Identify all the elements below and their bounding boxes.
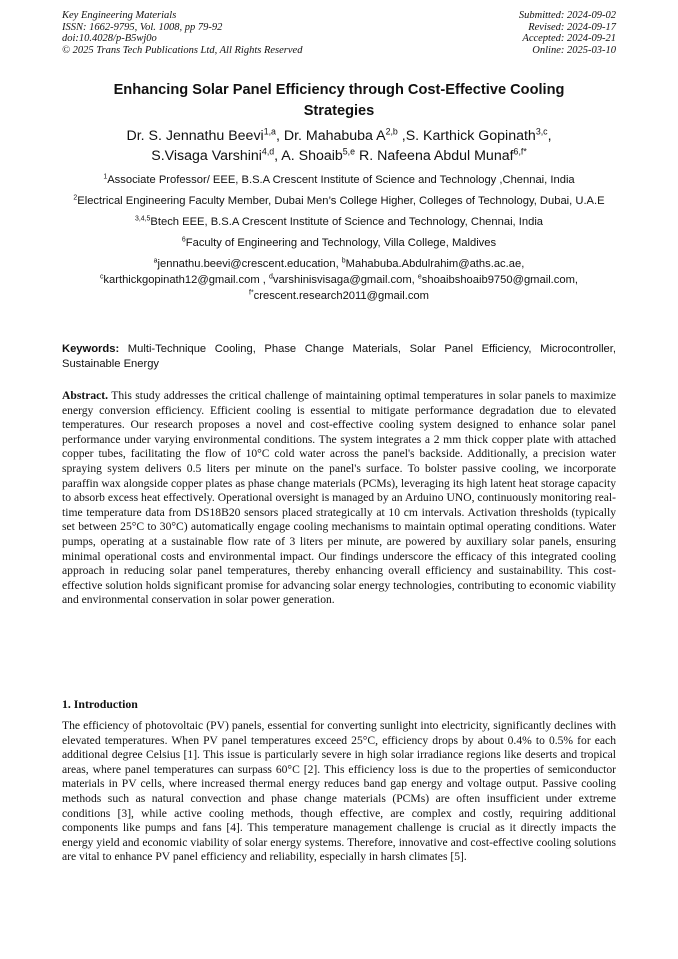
author-superscript: 5,e (342, 146, 356, 157)
author-list (40, 126, 638, 166)
issn: ISSN: 1662-9795, Vol. 1008, pp 79-92 (62, 21, 223, 33)
affiliation (62, 236, 616, 250)
affiliation-superscript: 2 (73, 194, 78, 202)
journal-info (62, 10, 302, 56)
journal-name: Key Engineering Materials (62, 10, 177, 21)
email-link[interactable]: shoaibshoaib9750@gmail.com, (421, 274, 579, 286)
author-name: S.Visaga Varshini (151, 148, 262, 164)
email-link[interactable]: jennathu.beevi@crescent.education, (157, 258, 342, 270)
email-line (62, 257, 616, 271)
doi: doi:10.4028/p-B5wj0o (62, 33, 157, 44)
author-superscript: 2,b (385, 126, 398, 137)
email-link[interactable]: crescent.research2011@gmail.com (253, 290, 429, 302)
keywords-label: Keywords: (62, 343, 120, 355)
author-line-1 (40, 126, 638, 146)
email-link[interactable]: karthickgopinath12@gmail.com , (103, 274, 269, 286)
author-superscript: 1,a (263, 126, 276, 137)
affiliation-text: Faculty of Engineering and Technology, Villa College, Maldives (185, 237, 497, 249)
section-heading: 1. Introduction (62, 697, 138, 711)
email-superscript: e (417, 273, 422, 281)
title-line-1: Enhancing Solar Panel Efficiency through Cost-Effective Cooling (113, 82, 565, 98)
affiliation-text: Btech EEE, B.S.A Crescent Institute of Science and Technology, Chennai, India (150, 216, 544, 228)
author-name: Dr. S. Jennathu Beevi (126, 128, 264, 144)
email-line (62, 289, 616, 303)
email-superscript: f* (249, 289, 254, 297)
affiliation (62, 173, 616, 187)
abstract (62, 389, 616, 608)
affiliation (62, 194, 616, 208)
author-superscript: 3,c (535, 126, 548, 137)
author-superscript: 6,f* (513, 146, 527, 157)
email-superscript: c (99, 273, 104, 281)
author-superscript: 4,d (261, 146, 275, 157)
affiliation-superscript: 6 (181, 236, 186, 244)
keywords (62, 342, 616, 371)
email-superscript: b (341, 257, 346, 265)
affiliation (62, 215, 616, 229)
author-separator: , (547, 128, 552, 144)
author-name: R. Nafeena Abdul Munaf (355, 148, 514, 164)
paper-title (62, 80, 616, 122)
submitted-date: Submitted: 2024-09-02 (518, 10, 616, 21)
affiliation-text: Electrical Engineering Faculty Member, Dubai Men’s College Higher, Colleges of Technology, Dubai, U.A.E (77, 195, 605, 207)
email-superscript: d (269, 273, 273, 281)
abstract-label: Abstract. (62, 389, 109, 402)
affiliation-superscript: 1 (103, 173, 108, 181)
affiliations (62, 173, 616, 310)
author-name: ,S. Karthick Gopinath (397, 128, 536, 144)
email-link[interactable]: Mahabuba.Abdulrahim@aths.ac.ae, (345, 258, 525, 270)
affiliation-superscript: 3,4,5 (134, 215, 151, 223)
email-superscript: a (153, 257, 158, 265)
email-line (62, 273, 616, 287)
copyright: © 2025 Trans Tech Publications Ltd, All Rights Reserved (62, 44, 303, 56)
affiliation-text: Associate Professor/ EEE, B.S.A Crescent Institute of Science and Technology ,Chennai, India (107, 174, 575, 186)
online-date: Online: 2025-03-10 (532, 44, 616, 56)
introduction-paragraph: The efficiency of photovoltaic (PV) panels, essential for converting sunlight into electricity, significantly declines with elevated temperatures. When PV panel temperatures exceed 25°C, efficiency drops by about 0.4% to 0.5% for each additional degree Celsius [1]. This issue is particularly severe in high solar irradiance regions like deserts and tropical areas, where panel temperatures can surpass 60°C [2]. This efficiency loss is due to the properties of semiconductor materials in PV cells, where increased thermal energy reduces band gap energy and voltage output. Passive cooling methods such as natural convection and phase change materials (PCMs) are often insufficient under extreme conditions [3], while active cooling methods, though effective, are complex and costly, requiring additional components like pumps and fans [4]. This temperature management challenge is crucial as it directly impacts the energy yield and economic viability of solar energy systems. Therefore, innovative and cost-effective cooling solutions are vital to enhance PV panel efficiency and reliability, especially in harsh climates [5]. (62, 719, 616, 864)
keywords-text: Multi-Technique Cooling, Phase Change Materials, Solar Panel Efficiency, Microcontroller, Sustainable Energy (62, 343, 616, 370)
abstract-text: This study addresses the critical challenge of maintaining optimal temperatures in solar panels to maximize energy conversion efficiency. Efficient cooling is essential to mitigate performance degradation due to elevated temperatures. Our research proposes a novel and cost-effective cooling system designed to enhance solar panel performance under varying environmental conditions. The system integrates a 2 mm thick copper plate with attached copper tubes, facilitating the flow of 10°C cold water across the panel's backside. Additionally, a precision water spraying system delivers 0.5 liters per minute on the panel's surface. To bolster passive cooling, we incorporate paraffin wax alongside copper plates as phase change materials (PCMs), leveraging its high latent heat storage capacity to absorb excess heat effectively. Operational oversight is managed by an Arduino UNO, continuously monitoring real-time temperature data from DS18B20 sensors placed strategically at 10 cm intervals. Activation thresholds (typically set between 25°C to 30°C) automatically engage cooling mechanisms to maintain optimal operating conditions. Water pumps, operating at a sustainable flow rate of 3 liters per minute, are powered by auxiliary solar panels, ensuring minimal operational costs and environmental impact. Our findings underscore the efficacy of this integrated cooling approach in reducing solar panel temperatures, thereby enhancing overall efficiency and sustainability. This cost-effective solution holds significant promise for advancing solar energy technologies, contributing to economic viability and environmental conservation in solar power generation. (62, 389, 616, 607)
author-name: , Dr. Mahabuba A (275, 128, 386, 144)
author-line-2 (40, 146, 638, 166)
email-link[interactable]: varshinisvisaga@gmail.com, (272, 274, 418, 286)
publication-dates (519, 10, 616, 56)
author-name: , A. Shoaib (274, 148, 343, 164)
accepted-date: Accepted: 2024-09-21 (522, 33, 616, 44)
title-line-2: Strategies (303, 103, 375, 119)
revised-date: Revised: 2024-09-17 (528, 21, 616, 33)
